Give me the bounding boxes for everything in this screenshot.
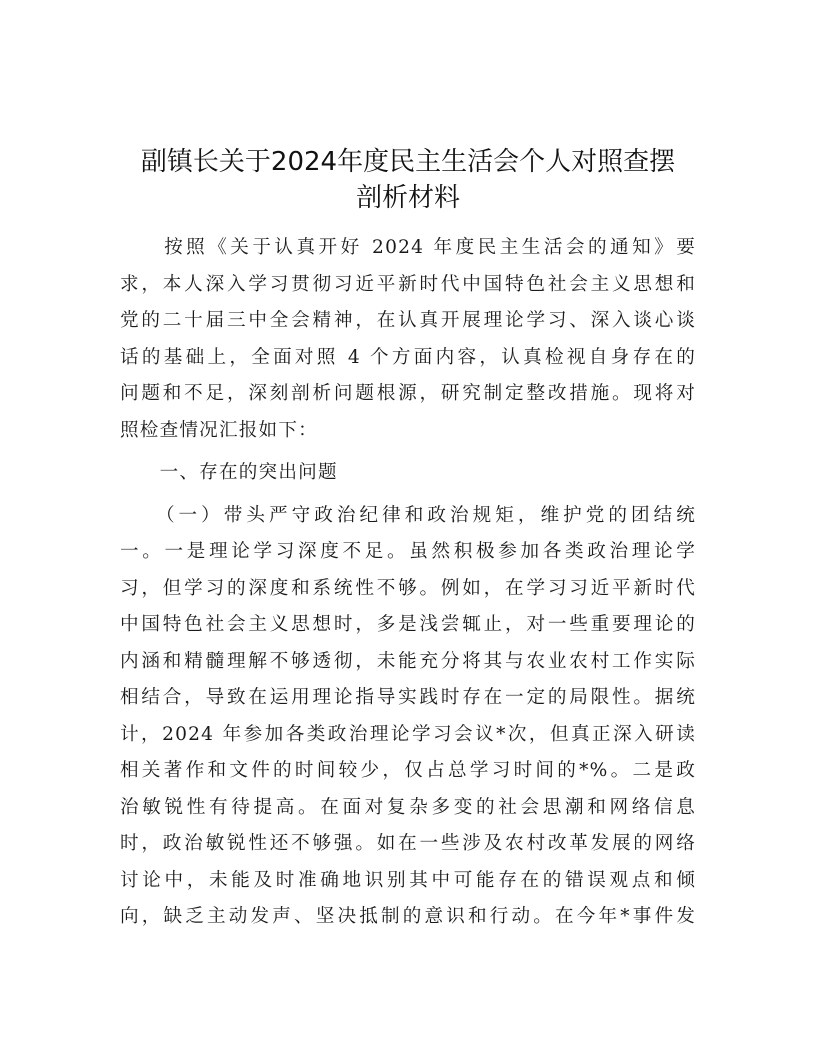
text-line: 求，本人深入学习贯彻习近平新时代中国特色社会主义思想和 xyxy=(120,273,696,295)
text-line: 党的二十届三中全会精神，在认真开展理论学习、深入谈心谈 xyxy=(120,310,696,331)
text-line: 相关著作和文件的时间较少，仅占总学习时间的*%。二是政 xyxy=(120,760,696,781)
text-line: 治敏锐性有待提高。在面对复杂多变的社会思潮和网络信息 xyxy=(120,796,696,818)
text-line: 照检查情况汇报如下： xyxy=(120,419,318,441)
text-line: 习，但学习的深度和系统性不够。例如，在学习习近平新时代 xyxy=(120,577,696,599)
paragraph-section-1 xyxy=(120,498,696,936)
title-line-1: 副镇长关于2024年度民主生活会个人对照查摆 xyxy=(140,147,676,177)
text-line: 时，政治敏锐性还不够强。如在一些涉及农村改革发展的网络 xyxy=(120,833,696,854)
text-line: （一）带头严守政治纪律和政治规矩，维护党的团结统 xyxy=(120,504,696,526)
text-line: 按照《关于认真开好 2024 年度民主生活会的通知》要 xyxy=(120,237,696,258)
text-line: 内涵和精髓理解不够透彻，未能充分将其与农业农村工作实际 xyxy=(120,650,696,672)
title-line-2: 剖析材料 xyxy=(355,183,460,213)
text-line: 讨论中，未能及时准确地识别其中可能存在的错误观点和倾 xyxy=(120,869,696,891)
section-heading xyxy=(120,455,696,492)
text-line: 相结合，导致在运用理论指导实践时存在一定的局限性。据统 xyxy=(120,687,696,708)
text-line: 问题和不足，深刻剖析问题根源，研究制定整改措施。现将对 xyxy=(120,383,696,404)
document-body xyxy=(120,230,696,936)
text-line: 中国特色社会主义思想时，多是浅尝辄止，对一些重要理论的 xyxy=(120,614,696,635)
paragraph-intro xyxy=(120,230,696,449)
text-line: 计，2024 年参加各类政治理论学习会议*次，但真正深入研读 xyxy=(120,723,696,745)
heading-line: 一、存在的突出问题 xyxy=(120,462,338,483)
text-line: 一。一是理论学习深度不足。虽然积极参加各类政治理论学 xyxy=(120,541,696,562)
text-line: 向，缺乏主动发声、坚决抵制的意识和行动。在今年*事件发 xyxy=(120,906,696,927)
text-line: 话的基础上，全面对照 4 个方面内容，认真检视自身存在的 xyxy=(120,346,696,368)
document-title xyxy=(120,144,696,216)
